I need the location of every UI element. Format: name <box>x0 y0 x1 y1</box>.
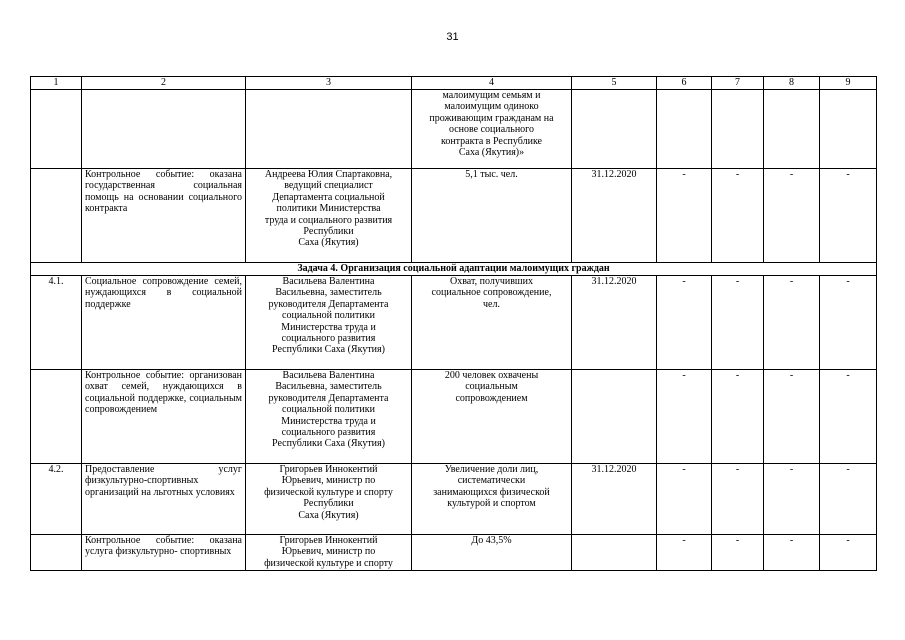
col6-cell: - <box>657 370 712 464</box>
responsible-cell: Васильева Валентина Васильевна, заместитель руководителя Департамента социальной политики Министерства труда и социального развития Республики Саха (Якутия) <box>246 370 412 464</box>
row-number <box>31 535 82 571</box>
col7-cell: - <box>712 370 764 464</box>
event-cell: Контрольное событие: оказана государственная социальная помощь на основании социального контракта <box>82 169 246 263</box>
responsible-cell: Андреева Юлия Спартаковна, ведущий специалист Департамента социальной политики Министерства труда и социального развития Республики Саха (Якутия) <box>246 169 412 263</box>
table-row <box>31 90 877 169</box>
header-cell-3: 3 <box>246 77 412 90</box>
col6-cell: - <box>657 276 712 370</box>
row-number: 4.2. <box>31 464 82 535</box>
date-cell: 31.12.2020 <box>572 169 657 263</box>
col8-cell <box>764 90 820 169</box>
header-cell-1: 1 <box>31 77 82 90</box>
table-row <box>31 169 877 263</box>
col6-cell: - <box>657 535 712 571</box>
indicator-cell: До 43,5% <box>412 535 572 571</box>
date-cell <box>572 370 657 464</box>
indicator-cell: Охват, получивших социальное сопровождение, чел. <box>412 276 572 370</box>
row-number: 4.1. <box>31 276 82 370</box>
date-cell: 31.12.2020 <box>572 464 657 535</box>
responsible-cell: Григорьев Иннокентий Юрьевич, министр по физической культуре и спорту Республики Саха (Якутия) <box>246 464 412 535</box>
action-plan-table <box>30 76 877 571</box>
col9-cell: - <box>820 535 877 571</box>
header-cell-4: 4 <box>412 77 572 90</box>
col7-cell: - <box>712 464 764 535</box>
event-cell <box>82 90 246 169</box>
col8-cell: - <box>764 276 820 370</box>
header-cell-7: 7 <box>712 77 764 90</box>
responsible-cell: Григорьев Иннокентий Юрьевич, министр по физической культуре и спорту <box>246 535 412 571</box>
col9-cell: - <box>820 276 877 370</box>
task-heading: Задача 4. Организация социальной адаптации малоимущих граждан <box>31 263 877 276</box>
col8-cell: - <box>764 370 820 464</box>
indicator-cell: малоимущим семьям и малоимущим одиноко проживающим гражданам на основе социального контракта в Республике Саха (Якутия)» <box>412 90 572 169</box>
col6-cell: - <box>657 169 712 263</box>
header-cell-8: 8 <box>764 77 820 90</box>
col9-cell: - <box>820 169 877 263</box>
col7-cell: - <box>712 276 764 370</box>
header-cell-6: 6 <box>657 77 712 90</box>
col6-cell: - <box>657 464 712 535</box>
row-number <box>31 90 82 169</box>
responsible-cell <box>246 90 412 169</box>
task-heading-row <box>31 263 877 276</box>
indicator-cell: 200 человек охвачены социальным сопровождением <box>412 370 572 464</box>
col8-cell: - <box>764 535 820 571</box>
indicator-cell: 5,1 тыс. чел. <box>412 169 572 263</box>
col9-cell: - <box>820 464 877 535</box>
date-cell <box>572 535 657 571</box>
header-cell-9: 9 <box>820 77 877 90</box>
indicator-cell: Увеличение доли лиц, систематически занимающихся физической культурой и спортом <box>412 464 572 535</box>
header-cell-2: 2 <box>82 77 246 90</box>
table-row <box>31 464 877 535</box>
col6-cell <box>657 90 712 169</box>
responsible-cell: Васильева Валентина Васильевна, заместитель руководителя Департамента социальной политики Министерства труда и социального развития Республики Саха (Якутия) <box>246 276 412 370</box>
col9-cell: - <box>820 370 877 464</box>
date-cell <box>572 90 657 169</box>
event-cell: Социальное сопровождение семей, нуждающихся в социальной поддержке <box>82 276 246 370</box>
row-number <box>31 169 82 263</box>
col8-cell: - <box>764 464 820 535</box>
table-row <box>31 276 877 370</box>
col9-cell <box>820 90 877 169</box>
table-row <box>31 535 877 571</box>
col7-cell <box>712 90 764 169</box>
event-cell: Контрольное событие: оказана услуга физкультурно- спортивных <box>82 535 246 571</box>
event-cell: Предоставление услуг физкультурно-спортивных организаций на льготных условиях <box>82 464 246 535</box>
table-row <box>31 370 877 464</box>
table-header-row <box>31 77 877 90</box>
event-cell: Контрольное событие: организован охват семей, нуждающихся в социальной поддержке, социальным сопровождением <box>82 370 246 464</box>
date-cell: 31.12.2020 <box>572 276 657 370</box>
row-number <box>31 370 82 464</box>
header-cell-5: 5 <box>572 77 657 90</box>
col7-cell: - <box>712 169 764 263</box>
col7-cell: - <box>712 535 764 571</box>
page-number: 31 <box>446 31 459 43</box>
col8-cell: - <box>764 169 820 263</box>
